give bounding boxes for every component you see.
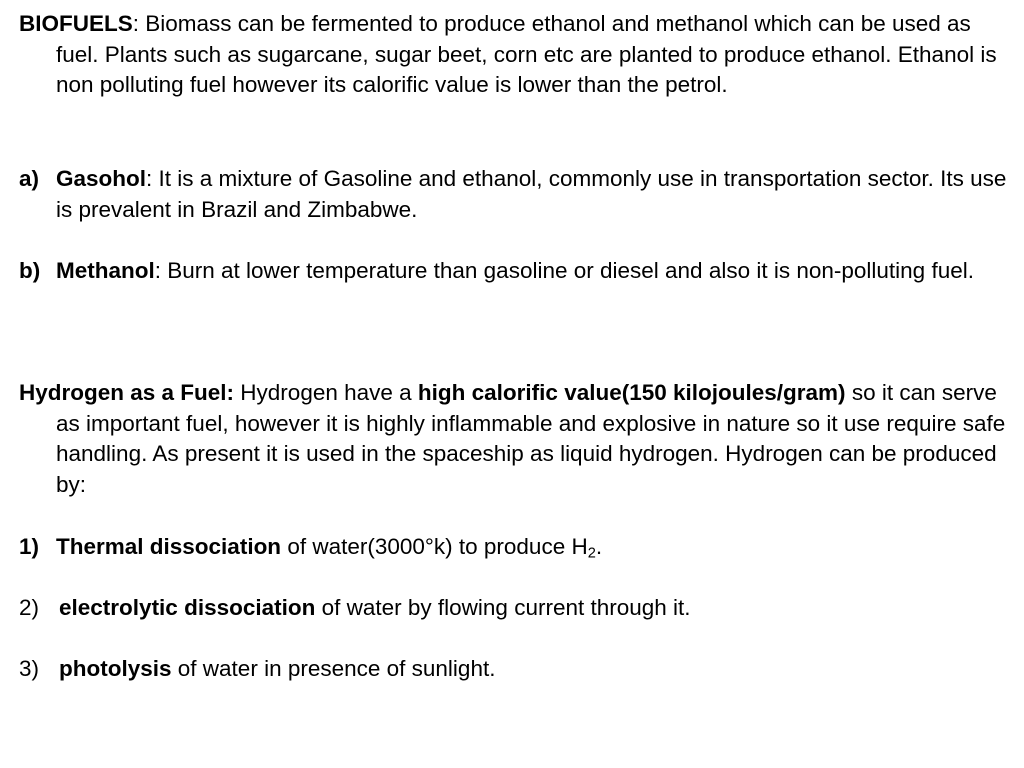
gasohol-item xyxy=(19,164,1014,225)
hydrogen-highlight: high calorific value(150 kilojoules/gram) xyxy=(417,380,846,405)
method-term: electrolytic dissociation xyxy=(59,595,316,620)
hydrogen-text-before: Hydrogen have a xyxy=(234,380,418,405)
method-end: . xyxy=(595,534,603,559)
hydrogen-heading: Hydrogen as a Fuel: xyxy=(19,380,235,405)
methanol-text: : Burn at lower temperature than gasoline or diesel and also it is non-polluting fuel. xyxy=(154,258,974,283)
hydrogen-paragraph xyxy=(19,378,1014,500)
methanol-marker: b) xyxy=(19,258,41,283)
gasohol-text: : It is a mixture of Gasoline and ethanol, commonly use in transportation sector. Its use is prevalent in Brazil and Zimbabwe. xyxy=(56,166,1007,222)
methanol-item xyxy=(19,256,1014,287)
gasohol-marker: a) xyxy=(19,166,40,191)
method-item-photolysis xyxy=(19,654,1014,685)
method-marker: 2) xyxy=(19,595,40,620)
method-marker: 3) xyxy=(19,656,40,681)
biofuels-paragraph xyxy=(19,9,1014,101)
method-text: of water by flowing current through it. xyxy=(315,595,691,620)
method-subscript: 2 xyxy=(587,545,596,562)
method-term: Thermal dissociation xyxy=(56,534,282,559)
method-item-electrolytic xyxy=(19,593,1014,624)
method-item-thermal xyxy=(19,532,1014,563)
method-text: of water in presence of sunlight. xyxy=(171,656,496,681)
hydrogen-text-after: so it can serve as important fuel, however it is highly inflammable and explosive in nature so it use require safe handling. As present it is used in the spaceship as liquid hydrogen. Hydrogen can be produced by: xyxy=(56,380,1006,497)
biofuels-heading: BIOFUELS xyxy=(19,11,133,36)
methanol-term: Methanol xyxy=(56,258,155,283)
method-text: of water(3000°k) to produce H xyxy=(281,534,588,559)
method-term: photolysis xyxy=(59,656,172,681)
method-marker: 1) xyxy=(19,534,40,559)
biofuels-text: : Biomass can be fermented to produce ethanol and methanol which can be used as fuel. Plants such as sugarcane, sugar beet, corn etc are planted to produce ethanol. Ethanol is non polluting fuel however its calorific value is lower than the petrol. xyxy=(56,11,997,98)
gasohol-term: Gasohol xyxy=(56,166,147,191)
